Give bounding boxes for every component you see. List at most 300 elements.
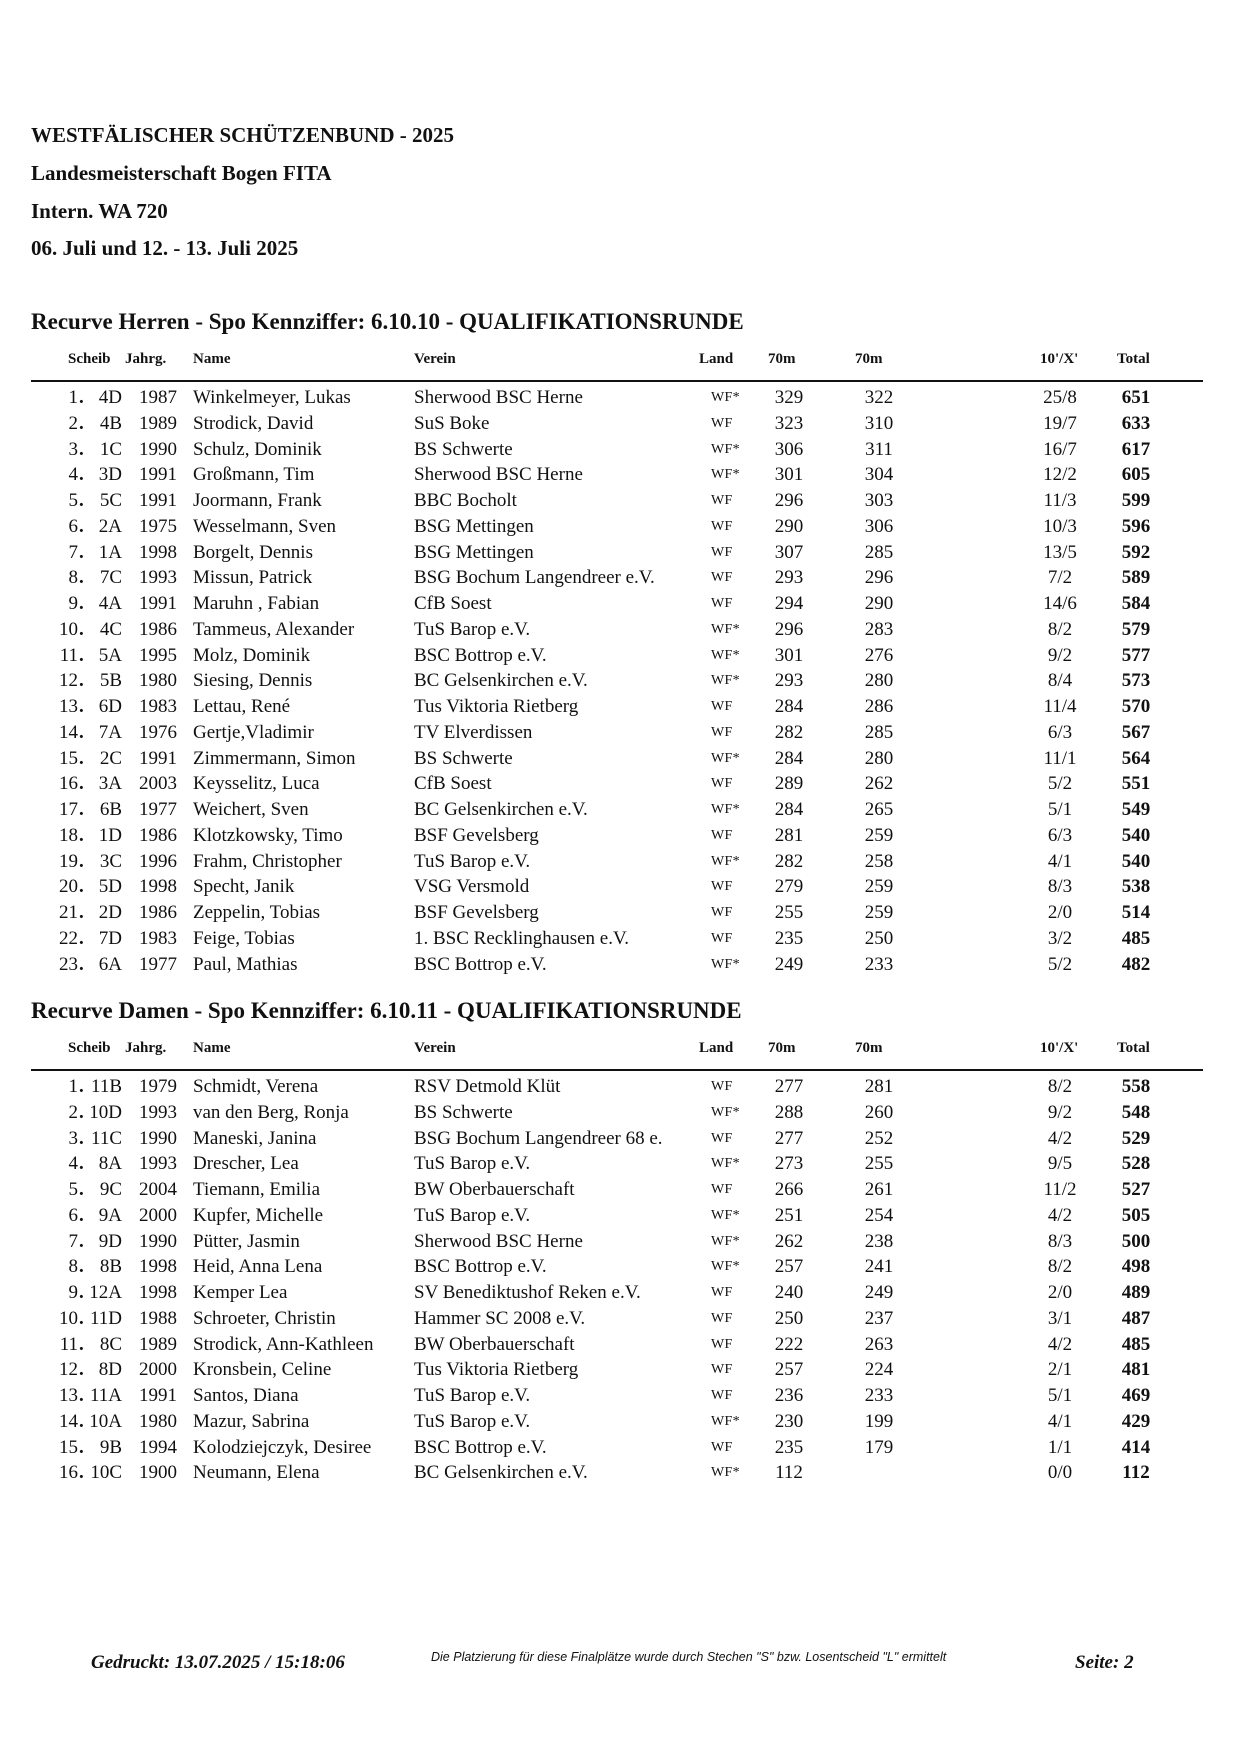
col-header-round1: 70m <box>768 1040 796 1056</box>
land-cell: WF* <box>711 1156 740 1172</box>
tens-x-cell: 8/4 <box>1047 670 1073 692</box>
round2-score-cell: 296 <box>864 567 894 589</box>
tens-x-cell: 2/0 <box>1047 902 1073 923</box>
target-cell: 7D <box>98 927 122 949</box>
birth-year-cell: 1986 <box>139 902 177 923</box>
col-header-tens: 10'/X' <box>1040 351 1079 367</box>
archer-name-cell: Schroeter, Christin <box>193 1307 336 1329</box>
rank-cell: 20 <box>59 876 78 898</box>
total-score-cell: 589 <box>1121 567 1151 589</box>
birth-year-cell: 1991 <box>139 747 177 769</box>
archer-name-cell: Feige, Tobias <box>193 927 295 949</box>
round2-score-cell: 283 <box>864 618 894 640</box>
birth-year-cell: 1998 <box>139 541 177 563</box>
round1-score-cell: 294 <box>774 593 804 614</box>
archer-name-cell: Maruhn , Fabian <box>193 593 320 614</box>
round1-score-cell: 306 <box>774 438 804 460</box>
archer-name-cell: Tammeus, Alexander <box>193 618 355 640</box>
rank-cell: 2 <box>68 1101 78 1123</box>
birth-year-cell: 2000 <box>139 1359 177 1381</box>
archer-name-cell: Mazur, Sabrina <box>193 1410 310 1432</box>
target-cell: 6D <box>98 696 122 717</box>
rank-dot: . <box>79 1204 84 1226</box>
round2-score-cell: 322 <box>864 387 894 408</box>
round1-score-cell: 257 <box>774 1359 804 1381</box>
total-score-cell: 482 <box>1121 953 1151 975</box>
table-row <box>0 720 1240 746</box>
rank-cell: 8 <box>68 1256 78 1278</box>
round2-score-cell: 258 <box>864 850 894 872</box>
target-cell: 11C <box>91 1127 122 1149</box>
section-title-damen: Recurve Damen - Spo Kennziffer: 6.10.11 - QUALIFIKATIONSRUNDE <box>31 998 742 1023</box>
land-cell: WF* <box>711 853 740 869</box>
birth-year-cell: 1998 <box>139 1256 177 1278</box>
table-row <box>0 1460 1240 1486</box>
archer-name-cell: Kupfer, Michelle <box>193 1204 324 1226</box>
birth-year-cell: 1991 <box>139 490 177 511</box>
rank-dot: . <box>79 1282 84 1303</box>
target-cell: 5B <box>99 670 122 692</box>
round2-score-cell: 238 <box>864 1230 894 1252</box>
rank-dot: . <box>79 490 84 511</box>
table-row <box>0 565 1240 591</box>
archer-name-cell: Paul, Mathias <box>193 953 298 975</box>
col-header-round2: 70m <box>855 1040 883 1056</box>
total-score-cell: 633 <box>1121 412 1151 434</box>
archer-name-cell: Winkelmeyer, Lukas <box>193 387 351 408</box>
club-cell: BBC Bocholt <box>414 490 517 511</box>
tens-x-cell: 14/6 <box>1043 593 1077 614</box>
birth-year-cell: 1991 <box>139 1385 177 1406</box>
target-cell: 11D <box>89 1307 122 1329</box>
land-cell: WF* <box>711 956 740 972</box>
round2-score-cell: 255 <box>864 1153 894 1175</box>
archer-name-cell: Schmidt, Verena <box>193 1076 319 1097</box>
table-row <box>0 849 1240 875</box>
round2-score-cell: 261 <box>864 1179 894 1200</box>
tens-x-cell: 5/1 <box>1047 1385 1073 1406</box>
total-score-cell: 540 <box>1121 850 1151 872</box>
round1-score-cell: 249 <box>774 953 804 975</box>
round2-score-cell: 241 <box>864 1256 894 1278</box>
land-cell: WF* <box>711 802 740 817</box>
rank-cell: 11 <box>59 644 78 666</box>
rank-dot: . <box>79 1436 84 1458</box>
land-cell: WF* <box>711 1233 740 1249</box>
club-cell: BW Oberbauerschaft <box>414 1179 575 1200</box>
rank-dot: . <box>79 1153 84 1175</box>
archer-name-cell: Joormann, Frank <box>193 490 322 511</box>
archer-name-cell: Lettau, René <box>193 696 291 717</box>
rank-cell: 11 <box>59 1333 78 1355</box>
header-rule <box>31 1069 1203 1071</box>
total-score-cell: 584 <box>1121 593 1151 614</box>
birth-year-cell: 1989 <box>139 1333 177 1355</box>
birth-year-cell: 1976 <box>139 721 177 743</box>
rank-dot: . <box>79 902 84 923</box>
land-cell: WF <box>711 699 733 714</box>
round2-score-cell: 233 <box>864 953 894 975</box>
rank-dot: . <box>79 1076 84 1097</box>
club-cell: SuS Boke <box>414 412 490 434</box>
land-cell: WF* <box>711 647 740 663</box>
table-row <box>0 1229 1240 1255</box>
club-cell: BC Gelsenkirchen e.V. <box>414 1462 588 1484</box>
birth-year-cell: 1993 <box>139 567 177 589</box>
header-line-competition: Intern. WA 720 <box>31 199 168 223</box>
land-cell: WF <box>711 827 733 843</box>
target-cell: 1A <box>98 541 122 563</box>
rank-dot: . <box>79 1179 84 1200</box>
col-header-name: Name <box>193 1040 231 1056</box>
archer-name-cell: Kronsbein, Celine <box>193 1359 332 1381</box>
total-score-cell: 485 <box>1121 1333 1151 1355</box>
archer-name-cell: Klotzkowsky, Timo <box>193 824 343 846</box>
tens-x-cell: 7/2 <box>1047 567 1073 589</box>
tens-x-cell: 11/2 <box>1043 1179 1077 1200</box>
round1-score-cell: 257 <box>774 1256 804 1278</box>
total-score-cell: 548 <box>1121 1101 1151 1123</box>
total-score-cell: 577 <box>1121 644 1151 666</box>
land-cell: WF <box>711 596 733 611</box>
target-cell: 3A <box>98 773 122 795</box>
tens-x-cell: 6/3 <box>1047 824 1073 846</box>
archer-name-cell: Molz, Dominik <box>193 644 311 666</box>
birth-year-cell: 1986 <box>139 824 177 846</box>
birth-year-cell: 1994 <box>139 1436 177 1458</box>
target-cell: 2C <box>99 747 122 769</box>
birth-year-cell: 2000 <box>139 1204 177 1226</box>
tens-x-cell: 4/2 <box>1047 1127 1073 1149</box>
table-row <box>0 1280 1240 1306</box>
round2-score-cell: 276 <box>864 644 894 666</box>
round2-score-cell: 179 <box>864 1436 894 1458</box>
tens-x-cell: 8/3 <box>1047 1230 1073 1252</box>
club-cell: Sherwood BSC Herne <box>414 387 583 408</box>
round1-score-cell: 284 <box>774 747 804 769</box>
round1-score-cell: 282 <box>774 850 804 872</box>
land-cell: WF <box>711 879 733 895</box>
table-row <box>0 540 1240 566</box>
total-score-cell: 592 <box>1121 541 1151 563</box>
tens-x-cell: 11/4 <box>1043 696 1077 717</box>
round1-score-cell: 296 <box>774 490 804 511</box>
round1-score-cell: 284 <box>774 799 804 820</box>
round2-score-cell: 285 <box>864 541 894 563</box>
rank-dot: . <box>79 541 84 563</box>
land-cell: WF* <box>711 390 740 405</box>
rank-dot: . <box>79 1385 84 1406</box>
rank-cell: 10 <box>59 618 78 640</box>
rank-dot: . <box>79 438 84 460</box>
target-cell: 10C <box>90 1462 122 1484</box>
round1-score-cell: 277 <box>774 1127 804 1149</box>
club-cell: TuS Barop e.V. <box>414 618 531 640</box>
total-score-cell: 414 <box>1121 1436 1151 1458</box>
table-row <box>0 1357 1240 1383</box>
club-cell: BSF Gevelsberg <box>414 902 539 923</box>
round1-score-cell: 288 <box>774 1101 804 1123</box>
club-cell: VSG Versmold <box>414 876 530 898</box>
rank-cell: 4 <box>68 464 78 486</box>
total-score-cell: 527 <box>1121 1179 1151 1200</box>
table-row <box>0 1203 1240 1229</box>
round1-score-cell: 262 <box>774 1230 804 1252</box>
section-title-herren: Recurve Herren - Spo Kennziffer: 6.10.10 - QUALIFIKATIONSRUNDE <box>31 309 744 334</box>
total-score-cell: 429 <box>1121 1410 1151 1432</box>
tens-x-cell: 2/1 <box>1047 1359 1073 1381</box>
round2-score-cell: 280 <box>864 747 894 769</box>
club-cell: BW Oberbauerschaft <box>414 1333 575 1355</box>
tens-x-cell: 4/2 <box>1047 1204 1073 1226</box>
club-cell: BS Schwerte <box>414 438 513 460</box>
rank-dot: . <box>79 464 84 486</box>
club-cell: BSC Bottrop e.V. <box>414 644 547 666</box>
round2-score-cell: 304 <box>864 464 894 486</box>
birth-year-cell: 1990 <box>139 1230 177 1252</box>
round2-score-cell: 259 <box>864 824 894 846</box>
table-row <box>0 437 1240 463</box>
birth-year-cell: 1993 <box>139 1101 177 1123</box>
archer-name-cell: Tiemann, Emilia <box>193 1179 321 1200</box>
table-row <box>0 1151 1240 1177</box>
col-header-round2: 70m <box>855 351 883 367</box>
rank-dot: . <box>79 1127 84 1149</box>
page-number: Seite: 2 <box>1075 1652 1134 1673</box>
tens-x-cell: 3/1 <box>1047 1307 1073 1329</box>
rank-cell: 17 <box>59 799 78 820</box>
col-header-target: Scheib <box>68 1040 111 1056</box>
round2-score-cell: 290 <box>864 593 894 614</box>
club-cell: SV Benediktushof Reken e.V. <box>414 1282 641 1303</box>
club-cell: TuS Barop e.V. <box>414 1153 531 1175</box>
rank-cell: 13 <box>59 696 78 717</box>
club-cell: RSV Detmold Klüt <box>414 1076 561 1097</box>
header-line-championship: Landesmeisterschaft Bogen FITA <box>31 161 332 185</box>
target-cell: 7A <box>98 721 122 743</box>
total-score-cell: 489 <box>1121 1282 1151 1303</box>
round2-score-cell: 280 <box>864 670 894 692</box>
land-cell: WF* <box>711 750 740 766</box>
archer-name-cell: Zimmermann, Simon <box>193 747 356 769</box>
tens-x-cell: 16/7 <box>1043 438 1077 460</box>
rank-cell: 12 <box>59 670 78 692</box>
land-cell: WF* <box>711 467 740 483</box>
club-cell: CfB Soest <box>414 773 492 795</box>
birth-year-cell: 1995 <box>139 644 177 666</box>
header-line-dates: 06. Juli und 12. - 13. Juli 2025 <box>31 236 299 260</box>
round2-score-cell: 252 <box>864 1127 894 1149</box>
results-rows-damen <box>0 1074 1240 1486</box>
round2-score-cell: 262 <box>864 773 894 795</box>
print-timestamp: Gedruckt: 13.07.2025 / 15:18:06 <box>91 1652 345 1673</box>
rank-dot: . <box>79 747 84 769</box>
birth-year-cell: 1993 <box>139 1153 177 1175</box>
target-cell: 8B <box>99 1256 122 1278</box>
tens-x-cell: 5/2 <box>1047 773 1073 795</box>
round1-score-cell: 296 <box>774 618 804 640</box>
birth-year-cell: 1983 <box>139 927 177 949</box>
rank-dot: . <box>79 721 84 743</box>
rank-dot: . <box>79 953 84 975</box>
target-cell: 9B <box>99 1436 122 1458</box>
tens-x-cell: 8/3 <box>1047 876 1073 898</box>
round2-score-cell: 281 <box>864 1076 894 1097</box>
total-score-cell: 617 <box>1121 438 1151 460</box>
rank-cell: 22 <box>59 927 78 949</box>
archer-name-cell: van den Berg, Ronja <box>193 1101 349 1123</box>
tens-x-cell: 11/1 <box>1043 747 1077 769</box>
archer-name-cell: Frahm, Christopher <box>193 850 342 872</box>
target-cell: 9D <box>98 1230 122 1252</box>
birth-year-cell: 1989 <box>139 412 177 434</box>
table-row <box>0 462 1240 488</box>
tens-x-cell: 1/1 <box>1047 1436 1073 1458</box>
rank-dot: . <box>79 850 84 872</box>
round2-score-cell: 249 <box>864 1282 894 1303</box>
land-cell: WF <box>711 518 733 534</box>
archer-name-cell: Wesselmann, Sven <box>193 515 337 537</box>
target-cell: 4A <box>98 593 122 614</box>
club-cell: BSC Bottrop e.V. <box>414 1256 547 1278</box>
target-cell: 11A <box>89 1385 122 1406</box>
rank-cell: 1 <box>68 1076 78 1097</box>
target-cell: 10D <box>89 1101 122 1123</box>
total-score-cell: 558 <box>1121 1076 1151 1097</box>
rank-cell: 16 <box>59 1462 78 1484</box>
table-row <box>0 746 1240 772</box>
table-row <box>0 591 1240 617</box>
birth-year-cell: 1979 <box>139 1076 177 1097</box>
tens-x-cell: 8/2 <box>1047 1076 1073 1097</box>
club-cell: Tus Viktoria Rietberg <box>414 696 579 717</box>
rank-cell: 7 <box>68 541 78 563</box>
round2-score-cell: 199 <box>864 1410 894 1432</box>
rank-dot: . <box>79 644 84 666</box>
club-cell: TuS Barop e.V. <box>414 850 531 872</box>
club-cell: BSG Bochum Langendreer e.V. <box>414 567 655 589</box>
land-cell: WF* <box>711 441 740 457</box>
rank-dot: . <box>79 1101 84 1123</box>
rank-cell: 2 <box>68 412 78 434</box>
table-row <box>0 900 1240 926</box>
total-score-cell: 573 <box>1121 670 1151 692</box>
rank-dot: . <box>79 567 84 589</box>
rank-cell: 13 <box>59 1385 78 1406</box>
land-cell: WF <box>711 724 733 740</box>
archer-name-cell: Strodick, David <box>193 412 314 434</box>
round2-score-cell: 306 <box>864 515 894 537</box>
target-cell: 9A <box>98 1204 122 1226</box>
column-header-row <box>0 1040 1240 1060</box>
round1-score-cell: 222 <box>774 1333 804 1355</box>
total-score-cell: 485 <box>1121 927 1151 949</box>
total-score-cell: 469 <box>1121 1385 1151 1406</box>
rank-cell: 7 <box>68 1230 78 1252</box>
target-cell: 1D <box>98 824 122 846</box>
archer-name-cell: Strodick, Ann-Kathleen <box>193 1333 374 1355</box>
target-cell: 10A <box>89 1410 122 1432</box>
rank-cell: 21 <box>59 902 78 923</box>
birth-year-cell: 1990 <box>139 1127 177 1149</box>
round1-score-cell: 266 <box>774 1179 804 1200</box>
tens-x-cell: 6/3 <box>1047 721 1073 743</box>
land-cell: WF* <box>711 1207 740 1223</box>
tens-x-cell: 8/2 <box>1047 1256 1073 1278</box>
rank-cell: 9 <box>68 1282 78 1303</box>
birth-year-cell: 1975 <box>139 515 177 537</box>
target-cell: 4C <box>99 618 122 640</box>
club-cell: BSC Bottrop e.V. <box>414 953 547 975</box>
archer-name-cell: Specht, Janik <box>193 876 295 898</box>
birth-year-cell: 1998 <box>139 876 177 898</box>
land-cell: WF <box>711 1310 733 1326</box>
club-cell: 1. BSC Recklinghausen e.V. <box>414 927 629 949</box>
table-row <box>0 952 1240 978</box>
rank-cell: 6 <box>68 1204 78 1226</box>
land-cell: WF <box>711 1336 733 1352</box>
birth-year-cell: 1990 <box>139 438 177 460</box>
round1-score-cell: 293 <box>774 567 804 589</box>
birth-year-cell: 1996 <box>139 850 177 872</box>
rank-cell: 14 <box>59 1410 78 1432</box>
rank-dot: . <box>79 412 84 434</box>
total-score-cell: 579 <box>1121 618 1151 640</box>
land-cell: WF <box>711 570 733 586</box>
total-score-cell: 596 <box>1121 515 1151 537</box>
archer-name-cell: Siesing, Dennis <box>193 670 313 692</box>
round1-score-cell: 279 <box>774 876 804 898</box>
rank-cell: 16 <box>59 773 78 795</box>
tens-x-cell: 5/2 <box>1047 953 1073 975</box>
club-cell: BS Schwerte <box>414 747 513 769</box>
club-cell: TuS Barop e.V. <box>414 1204 531 1226</box>
target-cell: 2A <box>98 515 122 537</box>
target-cell: 4D <box>98 387 122 408</box>
rank-cell: 19 <box>59 850 78 872</box>
rank-dot: . <box>79 1333 84 1355</box>
rank-dot: . <box>79 515 84 537</box>
land-cell: WF <box>711 776 733 792</box>
rank-dot: . <box>79 618 84 640</box>
tens-x-cell: 12/2 <box>1043 464 1077 486</box>
archer-name-cell: Heid, Anna Lena <box>193 1256 323 1278</box>
archer-name-cell: Schulz, Dominik <box>193 438 322 460</box>
col-header-total: Total <box>1117 1040 1150 1056</box>
total-score-cell: 500 <box>1121 1230 1151 1252</box>
land-cell: WF <box>711 1285 733 1300</box>
club-cell: BSC Bottrop e.V. <box>414 1436 547 1458</box>
table-row <box>0 1383 1240 1409</box>
tens-x-cell: 4/1 <box>1047 850 1073 872</box>
round2-score-cell: 310 <box>864 412 894 434</box>
target-cell: 6B <box>99 799 122 820</box>
birth-year-cell: 1991 <box>139 593 177 614</box>
table-row <box>0 823 1240 849</box>
table-row <box>0 1100 1240 1126</box>
target-cell: 5A <box>98 644 122 666</box>
club-cell: BSG Mettingen <box>414 515 534 537</box>
table-row <box>0 385 1240 411</box>
total-score-cell: 112 <box>1122 1462 1150 1484</box>
rank-dot: . <box>79 387 84 408</box>
birth-year-cell: 1983 <box>139 696 177 717</box>
table-row <box>0 1126 1240 1152</box>
col-header-club: Verein <box>414 1040 456 1056</box>
table-row <box>0 1254 1240 1280</box>
target-cell: 8A <box>98 1153 122 1175</box>
tens-x-cell: 19/7 <box>1043 412 1077 434</box>
